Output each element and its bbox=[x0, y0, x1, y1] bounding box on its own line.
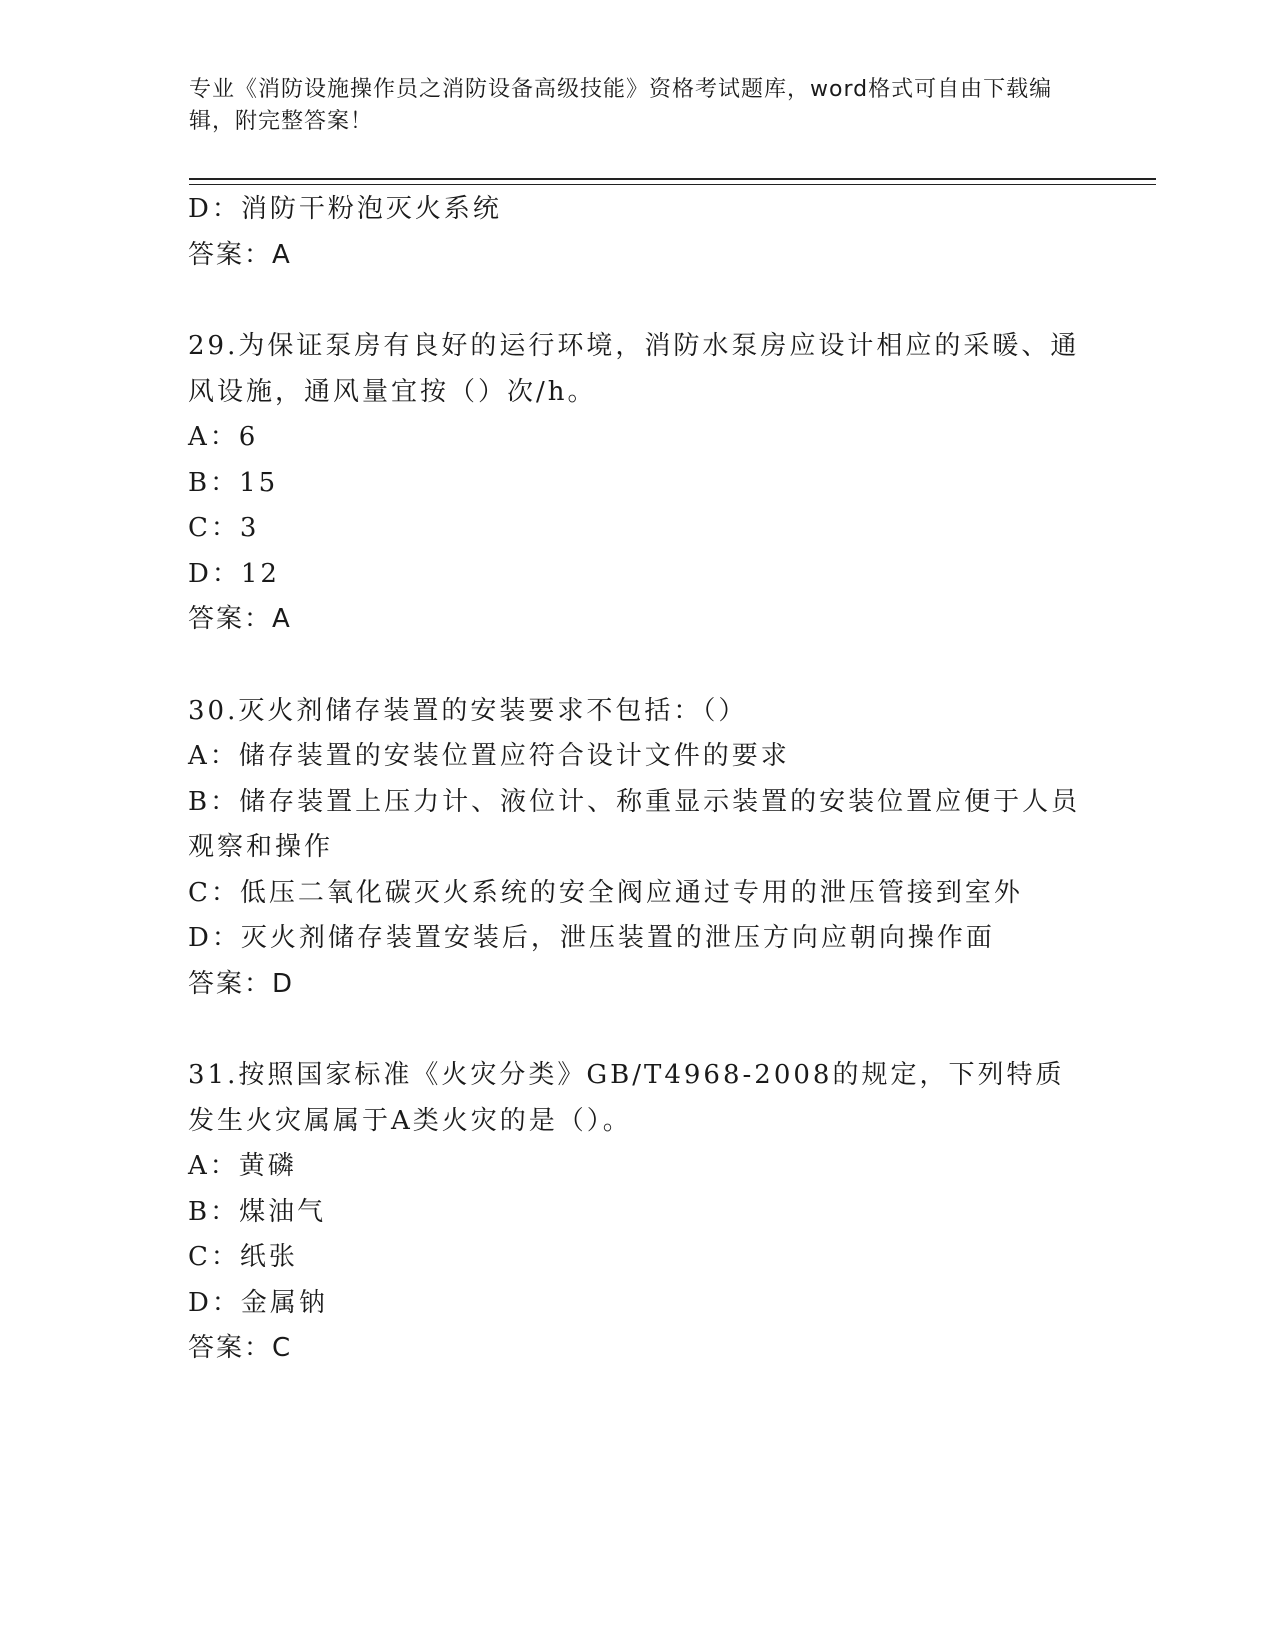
option-b: B：煤油气 bbox=[188, 1196, 327, 1227]
question-30 bbox=[188, 689, 1088, 1008]
option-a: A：黄磷 bbox=[188, 1151, 297, 1181]
question-31 bbox=[188, 1053, 1088, 1372]
option-a: A：6 bbox=[188, 422, 259, 452]
answer: 答案：D bbox=[188, 968, 295, 999]
answer: 答案：C bbox=[188, 1333, 293, 1363]
header-rule-thick bbox=[189, 178, 1156, 180]
option-d: D：金属钠 bbox=[188, 1287, 328, 1318]
option-b: B：储存装置上压力计、液位计、称重显示装置的安装位置应便于人员观察和操作 bbox=[188, 786, 1081, 862]
question-stem: 29.为保证泵房有良好的运行环境，消防水泵房应设计相应的采暖、通风设施，通风量宜按（）次/h。 bbox=[188, 331, 1080, 407]
option-d: D：灭火剂储存装置安装后，泄压装置的泄压方向应朝向操作面 bbox=[188, 923, 995, 953]
option-b: B：15 bbox=[188, 467, 279, 498]
option-c: C：3 bbox=[188, 513, 260, 543]
prev-answer: 答案：A bbox=[188, 239, 292, 270]
prev-option-d: D：消防干粉泡灭火系统 bbox=[188, 194, 502, 224]
option-d: D：12 bbox=[188, 558, 280, 589]
question-content bbox=[188, 187, 1088, 1372]
header-rule-thin bbox=[189, 184, 1156, 185]
option-c: C：低压二氧化碳灭火系统的安全阀应通过专用的泄压管接到室外 bbox=[188, 877, 1023, 908]
answer: 答案：A bbox=[188, 604, 292, 634]
spacer bbox=[188, 1007, 1088, 1053]
spacer bbox=[188, 278, 1088, 324]
option-c: C：纸张 bbox=[188, 1242, 298, 1272]
page-header: 专业《消防设施操作员之消防设备高级技能》资格考试题库，word格式可自由下载编辑，附完整答案！ bbox=[189, 77, 1053, 134]
option-a: A：储存装置的安装位置应符合设计文件的要求 bbox=[188, 741, 790, 771]
spacer bbox=[188, 643, 1088, 689]
question-29 bbox=[188, 324, 1088, 643]
question-stem: 31.按照国家标准《火灾分类》GB/T4968-2008的规定，下列特质发生火灾属属于A类火灾的是（）。 bbox=[188, 1060, 1065, 1136]
question-stem: 30.灭火剂储存装置的安装要求不包括：（） bbox=[188, 695, 748, 726]
